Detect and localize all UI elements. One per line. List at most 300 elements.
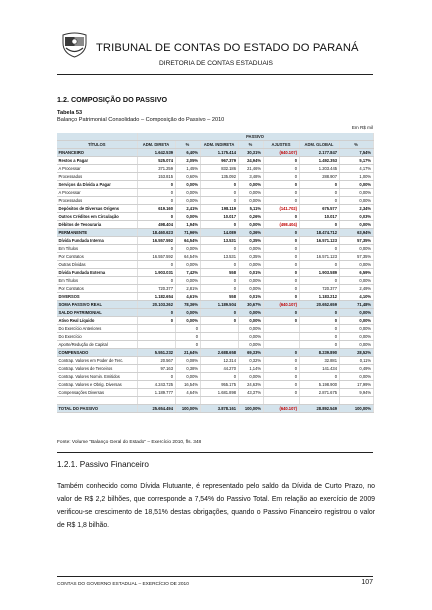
value-cell: 0,38% [175, 365, 200, 373]
value-cell: 16.571.123 [299, 237, 339, 245]
row-title-cell: Em Títulos [57, 277, 137, 285]
value-cell: 0,00% [339, 309, 373, 317]
value-cell: 0 [137, 277, 175, 285]
value-cell: (640.107) [263, 405, 299, 413]
value-cell: 0,00% [238, 261, 263, 269]
value-cell: 0,00% [175, 181, 200, 189]
value-cell: 2.688.658 [200, 349, 238, 357]
value-cell: 78,36% [175, 301, 200, 309]
value-cell: 6,40% [175, 149, 200, 157]
table-row [57, 229, 373, 237]
value-cell: 0 [263, 381, 299, 389]
row-title-cell: Por Contratos [57, 285, 137, 293]
value-cell: 18.460.623 [137, 229, 175, 237]
value-cell: 0 [200, 373, 238, 381]
row-title-cell: Do Exercício [57, 333, 137, 341]
value-cell [263, 341, 299, 349]
value-cell [200, 333, 238, 341]
value-cell: 1,14% [238, 365, 263, 373]
value-cell: 0 [263, 277, 299, 285]
value-cell: 24,63% [238, 381, 263, 389]
table-body [57, 149, 373, 413]
value-cell: 0,00% [339, 189, 373, 197]
table-row [57, 157, 373, 165]
row-title-cell: Serviços da Dívida a Pagar [57, 181, 137, 189]
value-cell: 525.074 [137, 157, 175, 165]
value-cell: 0 [175, 333, 200, 341]
group-header-passivo: PASSIVO [137, 133, 373, 141]
value-cell: 43,37% [238, 389, 263, 397]
table-row [57, 253, 373, 261]
table-row [57, 397, 373, 405]
value-cell: 32.881 [299, 357, 339, 365]
value-cell: 5.198.900 [299, 381, 339, 389]
value-cell: 0 [263, 389, 299, 397]
row-title-cell: Depósitos de Diversas Origens [57, 205, 137, 213]
value-cell: 2,34% [339, 205, 373, 213]
value-cell: 0 [263, 173, 299, 181]
footer-divider [57, 576, 373, 577]
body-paragraph: Também conhecido como Dívida Flutuante, é representado pelo saldo da Dívida de Curto Prazo, no valor de R$ 2,2 bilhões, que corresponde a 7,54% do Passivo Total. Em relação ao exercício de 2009 verificou-se crescimento de 18,51% destas obrigações, quando o Passivo Financeiro registrou o valor de R$ 1,8 bilhão. [57, 483, 375, 529]
table-row [57, 373, 373, 381]
table-row [57, 405, 373, 413]
value-cell: 0 [299, 333, 339, 341]
table-unit: Em R$ mil [351, 125, 373, 130]
row-title-cell: Processados [57, 197, 137, 205]
value-cell: 13.531 [200, 237, 238, 245]
row-title-cell: Compensações Diversas [57, 389, 137, 397]
row-title-cell: SOMA PASSIVO REAL [57, 301, 137, 309]
value-cell: 558 [200, 269, 238, 277]
value-cell: 0 [200, 181, 238, 189]
value-cell: 0,00% [339, 221, 373, 229]
row-title-cell: DIVERSOS [57, 293, 137, 301]
value-cell: 0,00% [175, 213, 200, 221]
value-cell: 0,00% [339, 197, 373, 205]
table-row [57, 325, 373, 333]
value-cell: 955.175 [200, 381, 238, 389]
value-cell: 0 [263, 269, 299, 277]
value-cell: 0 [299, 245, 339, 253]
value-cell: 0,01% [238, 269, 263, 277]
value-cell: 16.557.592 [137, 253, 175, 261]
value-cell: 0,00% [238, 333, 263, 341]
value-cell: 1.681.898 [200, 389, 238, 397]
row-title-cell: Por Contratos [57, 253, 137, 261]
table-row [57, 261, 373, 269]
value-cell: 0 [299, 309, 339, 317]
value-cell: 100,00% [238, 405, 263, 413]
value-cell: 0,03% [339, 213, 373, 221]
footer-text: CONTAS DO GOVERNO ESTADUAL – EXERCÍCIO DE 2010 [57, 582, 189, 587]
value-cell: 0 [137, 213, 175, 221]
value-cell: 0,26% [238, 213, 263, 221]
value-cell [238, 397, 263, 405]
value-cell: (640.107) [263, 149, 299, 157]
value-cell: 0 [137, 197, 175, 205]
state-coat-of-arms-logo [61, 31, 88, 58]
value-cell: 0,00% [175, 277, 200, 285]
value-cell: 69,33% [238, 349, 263, 357]
value-cell: 0 [263, 293, 299, 301]
column-header: % [339, 141, 373, 149]
value-cell: 0 [200, 189, 238, 197]
value-cell: 71,96% [175, 229, 200, 237]
value-cell: 0 [200, 221, 238, 229]
value-cell [263, 397, 299, 405]
value-cell: 0,00% [175, 261, 200, 269]
value-cell: 0 [263, 285, 299, 293]
value-cell: 0 [137, 373, 175, 381]
liabilities-table [57, 133, 374, 413]
value-cell: 28,52% [339, 349, 373, 357]
table-label: Tabela 53 [57, 110, 83, 116]
value-cell: 0 [263, 261, 299, 269]
value-cell: 0,00% [339, 245, 373, 253]
value-cell: 0,32% [238, 357, 263, 365]
value-cell: 0,08% [175, 357, 200, 365]
column-header: ADM. DIRETA [137, 141, 175, 149]
value-cell: 2.871.675 [299, 389, 339, 397]
table-row [57, 301, 373, 309]
value-cell: 0,00% [238, 373, 263, 381]
row-title-cell: Dívida Fundada Externa [57, 269, 137, 277]
header-divider [57, 74, 373, 75]
value-cell: 0,00% [238, 309, 263, 317]
value-cell: 198.119 [200, 205, 238, 213]
value-cell [137, 341, 175, 349]
table-column-header-row [57, 141, 373, 149]
source-divider [57, 452, 373, 453]
value-cell [299, 397, 339, 405]
value-cell: 1.642.539 [137, 149, 175, 157]
value-cell: 64,54% [175, 237, 200, 245]
value-cell [200, 397, 238, 405]
table-row [57, 381, 373, 389]
table-row [57, 189, 373, 197]
value-cell: 18.474.712 [299, 229, 339, 237]
value-cell [200, 341, 238, 349]
value-cell: 3.878.161 [200, 405, 238, 413]
value-cell: 0,00% [175, 189, 200, 197]
value-cell: 0 [263, 365, 299, 373]
row-title-cell: Restos a Pagar [57, 157, 137, 165]
value-cell: 0 [200, 261, 238, 269]
value-cell: 967.379 [200, 157, 238, 165]
row-title-cell: Contrap. Valores de Terceiros [57, 365, 137, 373]
value-cell: 4,17% [339, 165, 373, 173]
value-cell: 16,54% [175, 381, 200, 389]
row-title-cell: Outras Dívidas [57, 261, 137, 269]
value-cell: 832.186 [200, 165, 238, 173]
value-cell: 24,94% [238, 157, 263, 165]
value-cell: 20.103.262 [137, 301, 175, 309]
row-title-cell: SALDO PATRIMONIAL [57, 309, 137, 317]
value-cell: 0 [263, 197, 299, 205]
value-cell: 0 [263, 245, 299, 253]
value-cell: 0,00% [238, 325, 263, 333]
value-cell: 5.551.232 [137, 349, 175, 357]
value-cell: 0,36% [238, 229, 263, 237]
value-cell: 97.163 [137, 365, 175, 373]
value-cell: 141.434 [299, 365, 339, 373]
value-cell: 0,00% [175, 197, 200, 205]
value-cell: 0,00% [238, 197, 263, 205]
value-cell: 17,99% [339, 381, 373, 389]
row-title-cell: Ativo Real Líquido [57, 317, 137, 325]
value-cell: 0 [299, 325, 339, 333]
value-cell: 1.189.504 [200, 301, 238, 309]
value-cell: 25.654.494 [137, 405, 175, 413]
table-caption: Balanço Patrimonial Consolidado – Composição do Passivo – 2010 [57, 117, 225, 123]
value-cell: 0,00% [175, 317, 200, 325]
value-cell: 0,60% [175, 173, 200, 181]
value-cell: 0,35% [238, 237, 263, 245]
value-cell: 0 [263, 181, 299, 189]
value-cell: 0 [263, 213, 299, 221]
value-cell: 619.160 [137, 205, 175, 213]
value-cell: 0 [137, 309, 175, 317]
row-title-cell: Contrap. Valores e Obrig. Diversas [57, 381, 137, 389]
table-row [57, 173, 373, 181]
value-cell: 0 [263, 373, 299, 381]
row-title-cell: Do Exercício Anteriores [57, 325, 137, 333]
value-cell: 6,59% [339, 269, 373, 277]
value-cell: 5,11% [238, 205, 263, 213]
value-cell: 10.017 [299, 213, 339, 221]
value-cell: 0 [299, 197, 339, 205]
value-cell: 9,94% [339, 389, 373, 397]
value-cell: 0,00% [339, 325, 373, 333]
value-cell: 4,61% [175, 293, 200, 301]
value-cell: 558 [200, 293, 238, 301]
value-cell: 8.239.890 [299, 349, 339, 357]
table-row [57, 221, 373, 229]
table-source: Fonte: Volume "Balanço Geral do Estado" – Exercício 2010, fls. 348 [57, 440, 202, 445]
value-cell: 100,00% [175, 405, 200, 413]
table-row [57, 205, 373, 213]
value-cell: 0 [200, 245, 238, 253]
row-title-cell: TOTAL DO PASSIVO [57, 405, 137, 413]
value-cell: 21,46% [238, 165, 263, 173]
value-cell: 0 [299, 221, 339, 229]
value-cell: 0,00% [175, 245, 200, 253]
table-row [57, 245, 373, 253]
value-cell: (498.404) [263, 221, 299, 229]
value-cell: 0,00% [238, 285, 263, 293]
value-cell: 0 [263, 189, 299, 197]
value-cell: 13.531 [200, 253, 238, 261]
value-cell: 0 [200, 309, 238, 317]
value-cell: 16.571.123 [299, 253, 339, 261]
value-cell: 30,67% [238, 301, 263, 309]
value-cell: 0,00% [238, 317, 263, 325]
value-cell: 2.177.847 [299, 149, 339, 157]
row-title-cell: Débitos de Tesouraria [57, 221, 137, 229]
table-row [57, 149, 373, 157]
value-cell: 0,00% [339, 373, 373, 381]
value-cell: 371.259 [137, 165, 175, 173]
value-cell: 1.203.445 [299, 165, 339, 173]
value-cell: 0,35% [238, 253, 263, 261]
table-row [57, 285, 373, 293]
value-cell: 64,54% [175, 253, 200, 261]
value-cell: 0 [175, 325, 200, 333]
value-cell: 2,41% [175, 205, 200, 213]
value-cell: 71,48% [339, 301, 373, 309]
value-cell: 498.404 [137, 221, 175, 229]
row-title-cell: Contrap. Valores Nomin. Emitidos [57, 373, 137, 381]
value-cell [137, 397, 175, 405]
value-cell: 0 [263, 253, 299, 261]
row-title-cell: A Processar [57, 165, 137, 173]
value-cell: 0 [299, 341, 339, 349]
value-cell: 10.017 [200, 213, 238, 221]
value-cell: 0 [263, 349, 299, 357]
value-cell: 0 [299, 373, 339, 381]
value-cell: 1.183.212 [299, 293, 339, 301]
row-title-cell: Em Títulos [57, 245, 137, 253]
column-header: AJUSTES [263, 141, 299, 149]
page-number: 107 [361, 579, 373, 586]
value-cell: 288.907 [299, 173, 339, 181]
value-cell: 7,42% [175, 269, 200, 277]
value-cell: (141.702) [263, 205, 299, 213]
table-row [57, 309, 373, 317]
row-title-cell: FINANCEIRO [57, 149, 137, 157]
value-cell: 0,00% [339, 317, 373, 325]
table-row [57, 181, 373, 189]
value-cell: 0 [263, 317, 299, 325]
value-cell: 720.377 [299, 285, 339, 293]
row-title-cell: Contrap. Valores em Poder de Terc. [57, 357, 137, 365]
value-cell: 153.815 [137, 173, 175, 181]
value-cell: 0 [263, 157, 299, 165]
value-cell [137, 333, 175, 341]
value-cell: 0,11% [339, 357, 373, 365]
column-header: TÍTULOS [57, 141, 137, 149]
value-cell: 44.270 [200, 365, 238, 373]
value-cell [339, 397, 373, 405]
value-cell: 0 [175, 341, 200, 349]
value-cell [263, 325, 299, 333]
table-row [57, 341, 373, 349]
value-cell: 0,00% [175, 373, 200, 381]
value-cell: 28.892.549 [299, 405, 339, 413]
value-cell: 0 [263, 229, 299, 237]
value-cell: 1,00% [339, 173, 373, 181]
table-row [57, 389, 373, 397]
value-cell: 57,35% [339, 253, 373, 261]
value-cell: 0 [137, 181, 175, 189]
value-cell: 0 [299, 181, 339, 189]
value-cell [137, 325, 175, 333]
value-cell: 20.652.659 [299, 301, 339, 309]
value-cell: 0 [137, 317, 175, 325]
value-cell: 0,00% [339, 341, 373, 349]
value-cell: 2,49% [339, 285, 373, 293]
value-cell [175, 397, 200, 405]
table-row [57, 197, 373, 205]
row-title-cell: PERMANENTE [57, 229, 137, 237]
value-cell: 0 [263, 309, 299, 317]
value-cell [200, 325, 238, 333]
value-cell: 1.182.654 [137, 293, 175, 301]
value-cell: 0 [299, 277, 339, 285]
value-cell: 0 [299, 317, 339, 325]
table-row [57, 349, 373, 357]
table-row [57, 365, 373, 373]
value-cell: 0 [263, 357, 299, 365]
value-cell: 12.314 [200, 357, 238, 365]
value-cell [263, 333, 299, 341]
column-header: % [238, 141, 263, 149]
value-cell: 16.557.592 [137, 237, 175, 245]
value-cell: 1.492.353 [299, 157, 339, 165]
value-cell: 0 [200, 285, 238, 293]
value-cell: 21,64% [175, 349, 200, 357]
row-title-cell [57, 397, 137, 405]
value-cell: 63,94% [339, 229, 373, 237]
table-row [57, 165, 373, 173]
value-cell: 3,48% [238, 173, 263, 181]
row-title-cell: Aporte/Redução de Capital [57, 341, 137, 349]
table-row [57, 237, 373, 245]
column-header: ADM. GLOBAL [299, 141, 339, 149]
table-row [57, 213, 373, 221]
row-title-cell: Dívida Fundada Interna [57, 237, 137, 245]
value-cell: 0,49% [339, 365, 373, 373]
table-row [57, 317, 373, 325]
row-title-cell: Outros Créditos em Circulação [57, 213, 137, 221]
value-cell: 0 [299, 261, 339, 269]
value-cell: 0 [200, 317, 238, 325]
value-cell: 4.243.725 [137, 381, 175, 389]
value-cell: 1.903.031 [137, 269, 175, 277]
value-cell: 1.903.589 [299, 269, 339, 277]
value-cell: 0,00% [339, 181, 373, 189]
row-title-cell: COMPENSADO [57, 349, 137, 357]
row-title-cell: A Processar [57, 189, 137, 197]
value-cell: 720.377 [137, 285, 175, 293]
value-cell: 0,00% [238, 221, 263, 229]
value-cell: 1.175.414 [200, 149, 238, 157]
value-cell: 2,81% [175, 285, 200, 293]
value-cell: 0 [200, 197, 238, 205]
value-cell: 1,45% [175, 165, 200, 173]
section-title: 1.2. COMPOSIÇÃO DO PASSIVO [57, 95, 168, 104]
value-cell: 0,00% [238, 181, 263, 189]
value-cell: 0 [137, 261, 175, 269]
value-cell: 30,31% [238, 149, 263, 157]
value-cell: 2,05% [175, 157, 200, 165]
value-cell: 57,35% [339, 237, 373, 245]
value-cell: 100,00% [339, 405, 373, 413]
row-title-cell: Processados [57, 173, 137, 181]
value-cell: 1,94% [175, 221, 200, 229]
column-header: % [175, 141, 200, 149]
value-cell: 14.089 [200, 229, 238, 237]
value-cell: 0,00% [339, 261, 373, 269]
value-cell: 0,00% [238, 341, 263, 349]
value-cell: 0 [299, 189, 339, 197]
value-cell: 0,00% [238, 189, 263, 197]
value-cell: 675.577 [299, 205, 339, 213]
value-cell: 0 [137, 189, 175, 197]
value-cell: 0,00% [238, 245, 263, 253]
value-cell: 0,00% [238, 277, 263, 285]
value-cell: 0,00% [339, 277, 373, 285]
